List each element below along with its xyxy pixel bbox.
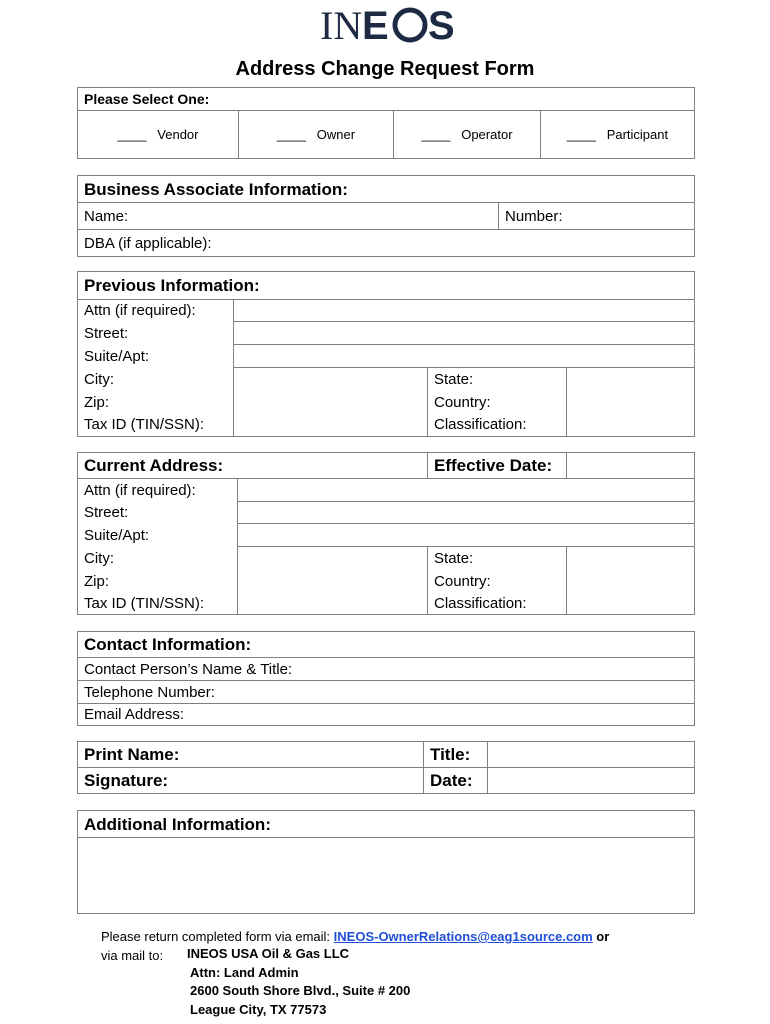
cur-state-input[interactable]	[567, 547, 695, 570]
current-heading: Current Address:	[78, 453, 428, 479]
title-input[interactable]	[488, 742, 695, 768]
return-prefix: Please return completed form via email:	[101, 929, 334, 944]
cur-classification-input[interactable]	[567, 593, 695, 615]
title-label: Title:	[424, 742, 488, 768]
option-participant-label: Participant	[606, 127, 669, 142]
form-title: Address Change Request Form	[235, 58, 535, 80]
ineos-logo	[0, 6, 770, 46]
telephone-field[interactable]: Telephone Number:	[78, 681, 695, 704]
mailing-address	[187, 945, 411, 1019]
cur-suite-label: Suite/Apt:	[78, 524, 238, 547]
contact-heading: Contact Information:	[78, 632, 695, 658]
select-one-heading: Please Select One:	[78, 88, 695, 111]
prev-country-label: Country:	[428, 391, 567, 414]
signature-field[interactable]: Signature:	[78, 768, 424, 794]
cur-city-input[interactable]	[238, 547, 428, 570]
current-address-table	[77, 452, 695, 615]
address-city: League City, TX 77573	[190, 1001, 327, 1017]
prev-tax-input[interactable]	[234, 414, 428, 437]
dba-field[interactable]: DBA (if applicable):	[78, 230, 695, 257]
option-operator[interactable]	[394, 111, 541, 159]
option-vendor-label: Vendor	[157, 127, 199, 142]
option-operator-label: Operator	[461, 127, 513, 142]
number-field[interactable]: Number:	[499, 203, 695, 230]
previous-info-table	[77, 271, 695, 437]
business-heading: Business Associate Information:	[78, 176, 695, 203]
date-input[interactable]	[488, 768, 695, 794]
logo-text-in: IN	[320, 6, 363, 46]
contact-person-field[interactable]: Contact Person’s Name & Title:	[78, 658, 695, 681]
prev-zip-input[interactable]	[234, 391, 428, 414]
logo-o-mark	[395, 10, 425, 40]
option-vendor[interactable]	[78, 111, 239, 159]
cur-zip-label: Zip:	[78, 570, 238, 593]
address-company: INEOS USA Oil & Gas LLC	[187, 946, 350, 961]
prev-state-label: State:	[428, 368, 567, 391]
business-associate-table	[77, 175, 695, 257]
cur-city-label: City:	[78, 547, 238, 570]
logo-text-s: S	[428, 6, 455, 46]
prev-state-input[interactable]	[567, 368, 695, 391]
signature-table	[77, 741, 695, 794]
previous-heading: Previous Information:	[78, 272, 695, 300]
cur-attn-label: Attn (if required):	[78, 479, 238, 502]
prev-tax-label: Tax ID (TIN/SSN):	[78, 414, 234, 437]
email-field[interactable]: Email Address:	[78, 704, 695, 726]
address-attn: Attn: Land Admin	[190, 964, 299, 980]
select-one-table	[77, 87, 695, 159]
additional-info-input[interactable]	[78, 838, 695, 914]
cur-country-label: Country:	[428, 570, 567, 593]
prev-attn-label: Attn (if required):	[78, 300, 234, 322]
date-label: Date:	[424, 768, 488, 794]
effective-date-label: Effective Date:	[428, 453, 567, 479]
logo-text-e: E	[362, 6, 389, 46]
prev-zip-label: Zip:	[78, 391, 234, 414]
return-email-link[interactable]: INEOS-OwnerRelations@eag1source.com	[333, 929, 593, 944]
cur-classification-label: Classification:	[428, 593, 567, 615]
option-vendor-blank[interactable]: ____	[117, 127, 147, 142]
name-field[interactable]: Name:	[78, 203, 499, 230]
prev-street-label: Street:	[78, 322, 234, 345]
print-name-field[interactable]: Print Name:	[78, 742, 424, 768]
cur-tax-label: Tax ID (TIN/SSN):	[78, 593, 238, 615]
cur-country-input[interactable]	[567, 570, 695, 593]
prev-country-input[interactable]	[567, 391, 695, 414]
cur-suite-input[interactable]	[238, 524, 695, 547]
prev-city-input[interactable]	[234, 368, 428, 391]
option-owner-blank[interactable]: ____	[276, 127, 306, 142]
cur-street-input[interactable]	[238, 502, 695, 524]
cur-state-label: State:	[428, 547, 567, 570]
address-street: 2600 South Shore Blvd., Suite # 200	[190, 983, 411, 998]
option-participant[interactable]	[541, 111, 695, 159]
via-mail-label: via mail to:	[101, 947, 164, 963]
additional-info-table	[77, 810, 695, 914]
cur-street-label: Street:	[78, 502, 238, 524]
option-owner-label: Owner	[316, 127, 356, 142]
effective-date-input[interactable]	[567, 453, 695, 479]
prev-suite-label: Suite/Apt:	[78, 345, 234, 368]
prev-attn-input[interactable]	[234, 300, 695, 322]
cur-zip-input[interactable]	[238, 570, 428, 593]
return-or: or	[592, 929, 610, 944]
option-operator-blank[interactable]: ____	[421, 127, 451, 142]
option-participant-blank[interactable]: ____	[566, 127, 596, 142]
prev-classification-label: Classification:	[428, 414, 567, 437]
cur-attn-input[interactable]	[238, 479, 695, 502]
option-owner[interactable]	[239, 111, 394, 159]
additional-heading: Additional Information:	[78, 811, 695, 838]
prev-classification-input[interactable]	[567, 414, 695, 437]
cur-tax-input[interactable]	[238, 593, 428, 615]
contact-info-table	[77, 631, 695, 726]
prev-street-input[interactable]	[234, 322, 695, 345]
prev-city-label: City:	[78, 368, 234, 391]
prev-suite-input[interactable]	[234, 345, 695, 368]
